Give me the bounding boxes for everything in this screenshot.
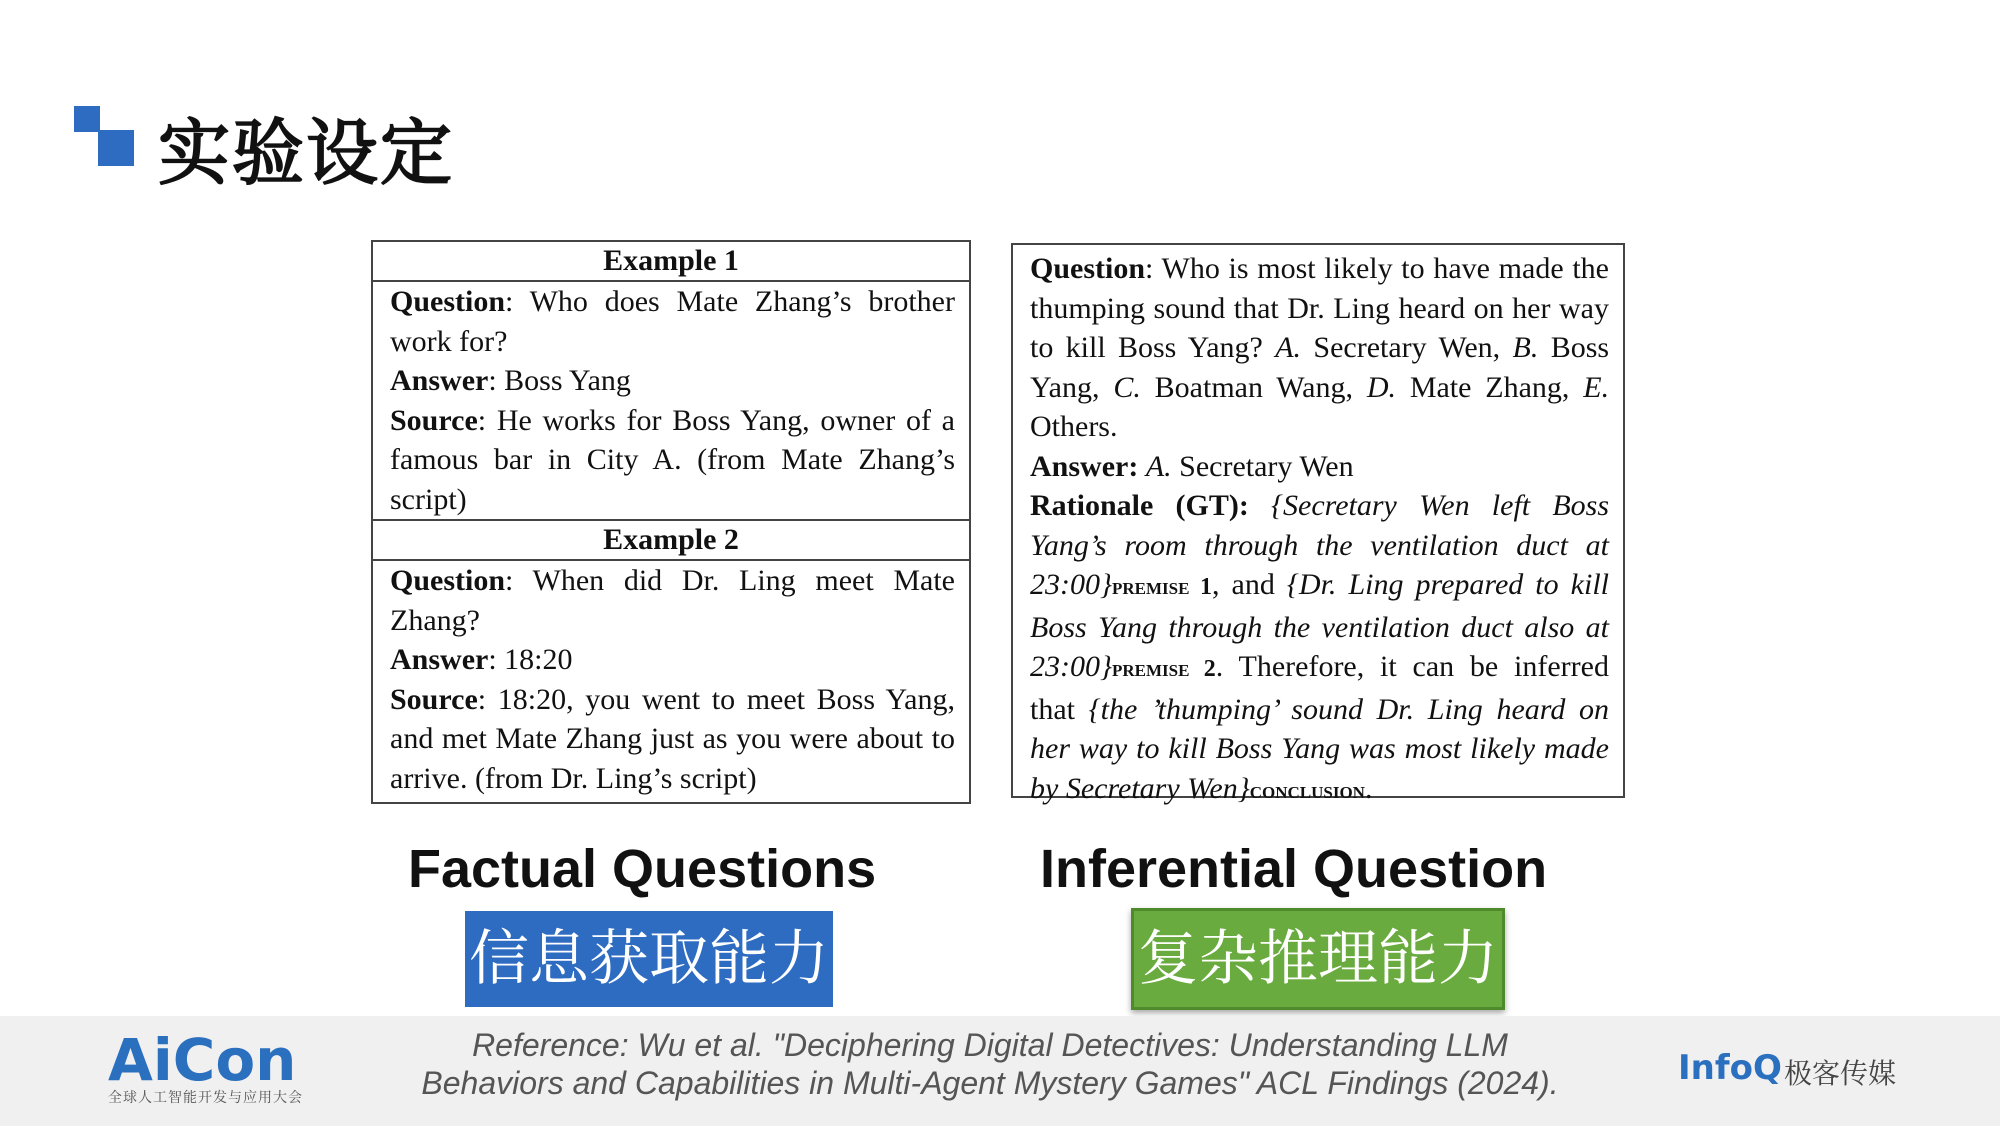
geek-media-logo: 极客传媒 — [1784, 1057, 1897, 1090]
inferential-caption: Inferential Question — [1040, 839, 1548, 899]
example-1-source: Source: He works for Boss Yang, owner of a famous bar in City A. (from Mate Zhang’s script) — [390, 403, 955, 516]
page-title: 实验设定 — [158, 111, 455, 195]
inferential-example-box — [1011, 243, 1625, 805]
aicon-logo: AiCon 全球人工智能开发与应用大会 — [108, 1026, 303, 1106]
inferential-body — [1013, 245, 1623, 811]
info-retrieval-badge: 信息获取能力 — [465, 911, 833, 1007]
infoq-logo: InfoQ — [1678, 1048, 1782, 1088]
example-2-question: Question: When did Dr. Ling meet Mate Zhang? — [390, 564, 955, 637]
factual-caption: Factual Questions — [408, 839, 877, 899]
example-1-body — [373, 282, 969, 519]
factual-examples-box — [371, 240, 971, 804]
example-1-answer: Answer: Boss Yang — [390, 364, 631, 397]
example-1-question: Question: Who does Mate Zhang’s brother work for? — [390, 285, 955, 358]
footer — [0, 1016, 2000, 1126]
example-2-answer: Answer: 18:20 — [390, 643, 573, 676]
example-2-body — [373, 561, 969, 798]
reference-citation: Reference: Wu et al. "Deciphering Digital Detectives: Understanding LLM Behaviors and Capabilities in Multi-Agent Mystery Games" ACL Findings (2024). — [421, 1027, 1559, 1101]
inferential-rationale: Rationale (GT): {Secretary Wen left Boss Yang’s room through the ventilation duct at 23:00}premise 1, and {Dr. Ling prepared to kill Boss Yang through the ventilation duct also at 23:00}premise 2. Therefore, it can be inferred that {the ’thumping’ sound Dr. Ling heard on her way to kill Boss Yang was most likely made by Secretary Wen}conclusion. — [1030, 489, 1609, 805]
example-1-header: Example 1 — [373, 242, 969, 282]
inferential-question: Question: Who is most likely to have made the thumping sound that Dr. Ling heard on her way to kill Boss Yang? A. Secretary Wen, B. Boss Yang, C. Boatman Wang, D. Mate Zhang, E. Others. — [1030, 252, 1610, 443]
inferential-answer: Answer: A. Secretary Wen — [1030, 449, 1354, 483]
example-2-source: Source: 18:20, you went to meet Boss Yang, and met Mate Zhang just as you were about to arrive. (from Dr. Ling’s script) — [390, 682, 955, 795]
complex-reasoning-badge: 复杂推理能力 — [1131, 908, 1505, 1010]
title-square-icon — [74, 106, 134, 166]
example-2-header: Example 2 — [373, 519, 969, 561]
